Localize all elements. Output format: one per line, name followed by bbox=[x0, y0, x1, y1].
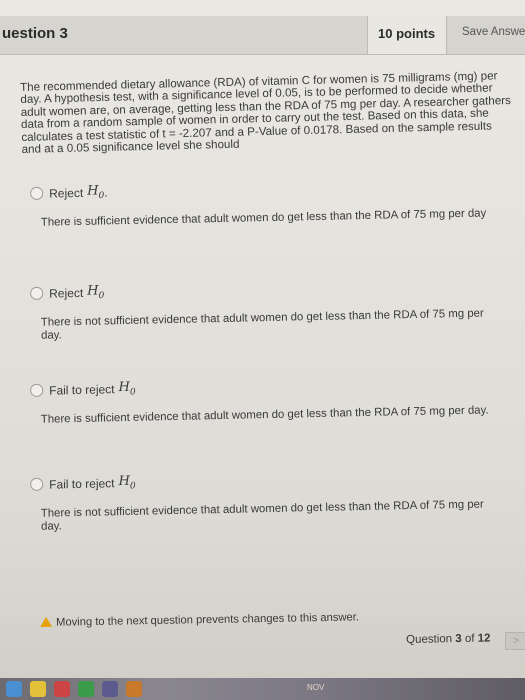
option-description: There is not sufficient evidence that adult women do get less than the RDA of 75 mg per day. bbox=[40, 498, 484, 533]
calendar-label: NOV bbox=[307, 683, 325, 692]
h0-symbol: $H_0$ bbox=[118, 379, 136, 398]
taskbar bbox=[0, 678, 525, 700]
app-icon[interactable] bbox=[78, 681, 94, 697]
answer-option-1[interactable] bbox=[30, 175, 501, 229]
h0-symbol: $H_0$ bbox=[118, 473, 136, 492]
radio-button[interactable] bbox=[30, 287, 43, 300]
app-icon[interactable] bbox=[102, 681, 118, 697]
radio-button[interactable] bbox=[30, 478, 43, 491]
next-question-button[interactable]: > bbox=[505, 632, 525, 650]
option-label: Fail to reject bbox=[49, 382, 115, 398]
radio-button[interactable] bbox=[30, 187, 43, 200]
question-stem: The recommended dietary allowance (RDA) of vitamin C for women is 75 milligrams (mg) per day. A hypothesis test, with a significance level of 0.05, is to be performed to decide whether adult women are, on average, getting less than the RDA of 75 mg per day. A researcher gathers data from a random sample of women in order to carry out the test. Based on this data, she calculates a test statistic of t = -2.207 and a P-Value of 0.0178. Based on the sample results and at a 0.05 significance level she should bbox=[19, 69, 511, 157]
option-label: Reject bbox=[49, 285, 84, 301]
warning-text: Moving to the next question prevents changes to this answer. bbox=[55, 611, 360, 629]
option-suffix: . bbox=[104, 185, 108, 200]
question-header bbox=[0, 16, 525, 55]
option-description: There is not sufficient evidence that adult women do get less than the RDA of 75 mg per day. bbox=[40, 307, 484, 342]
answer-option-2[interactable] bbox=[30, 275, 501, 342]
option-label: Fail to reject bbox=[49, 476, 115, 492]
navigation-warning bbox=[40, 611, 359, 629]
points-box bbox=[367, 16, 447, 54]
radio-button[interactable] bbox=[30, 384, 43, 397]
question-title: uestion 3 bbox=[2, 25, 68, 42]
app-icon[interactable] bbox=[30, 681, 46, 697]
option-label: Reject bbox=[49, 185, 84, 201]
h0-symbol: $H_0$ bbox=[87, 283, 105, 302]
app-icon[interactable] bbox=[54, 681, 70, 697]
app-icon[interactable] bbox=[6, 681, 22, 697]
points-label: 10 points bbox=[378, 26, 436, 41]
option-description: There is sufficient evidence that adult women do get less than the RDA of 75 mg per day. bbox=[40, 403, 489, 426]
h0-symbol: $H_0$ bbox=[87, 183, 105, 202]
answer-option-3[interactable] bbox=[30, 372, 501, 426]
save-answer-button[interactable]: Save Answe bbox=[462, 26, 525, 38]
answer-option-4[interactable] bbox=[30, 466, 501, 533]
app-icon[interactable] bbox=[126, 681, 142, 697]
warning-icon bbox=[40, 617, 52, 627]
option-description: There is sufficient evidence that adult women do get less than the RDA of 75 mg per day bbox=[40, 207, 487, 229]
question-counter: Question 3 of 12 bbox=[406, 632, 491, 646]
